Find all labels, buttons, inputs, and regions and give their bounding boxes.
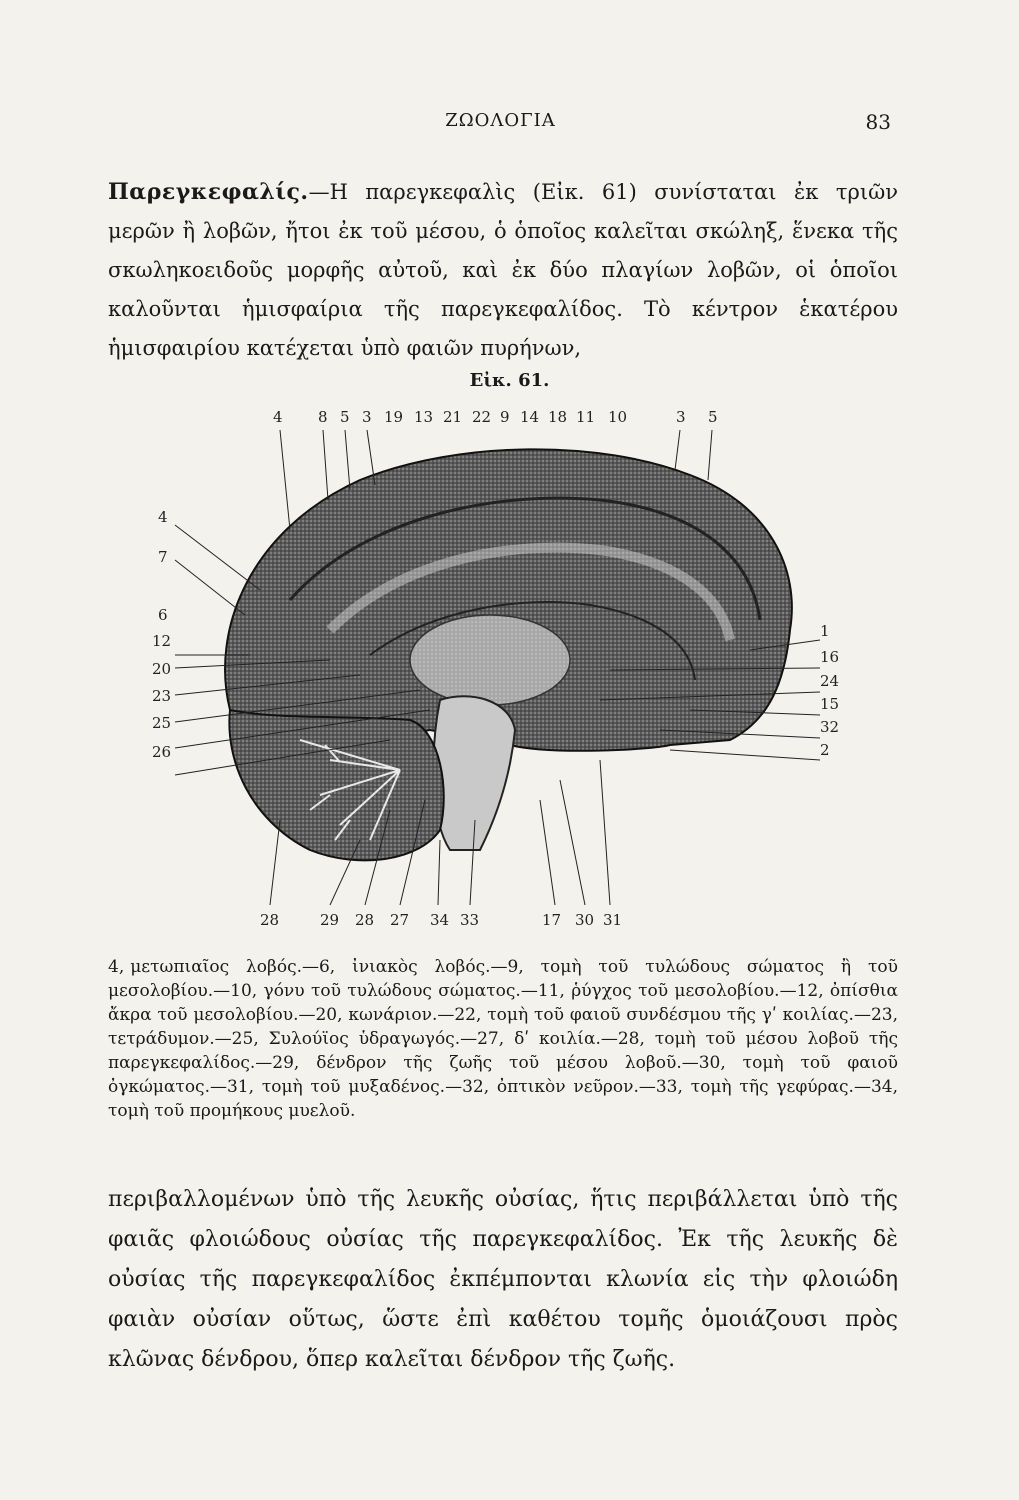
figure-label: 24: [820, 672, 840, 690]
figure-label: 6: [158, 606, 168, 624]
figure-label: 5: [340, 408, 350, 426]
figure-label: 3: [676, 408, 686, 426]
figure-label: 31: [603, 911, 623, 929]
figure-label: 32: [820, 718, 840, 736]
figure-label: 22: [472, 408, 492, 426]
top-labels: [273, 408, 718, 426]
paragraph-intro: [108, 173, 898, 368]
figure-label: 9: [500, 408, 510, 426]
figure-label: 3: [362, 408, 372, 426]
paragraph-continuation: περιβαλλομένων ὑπὸ τῆς λευκῆς οὐσίας, ἥτις περιβάλλεται ὑπὸ τῆς φαιᾶς φλοιώδους οὐσίας τῆς παρεγκεφαλίδος. Ἐκ τῆς λευκῆς δὲ οὐσίας τῆς παρεγκεφαλίδος ἐκπέμπονται κλωνία εἰς τὴν φλοιώδη φαιὰν οὐσίαν οὕτως, ὥστε ἐπὶ καθέτου τομῆς ὁμοιάζουσι πρὸς κλῶνας δένδρου, ὅπερ καλεῖται δένδρον τῆς ζωῆς.: [108, 1187, 898, 1372]
figure-label: 20: [152, 660, 172, 678]
figure-label: 11: [576, 408, 596, 426]
figure-label: 5: [708, 408, 718, 426]
figure-label: 34: [430, 911, 450, 929]
figure-label: 33: [460, 911, 480, 929]
figure-label: 8: [318, 408, 328, 426]
figure-label: 4: [158, 508, 168, 526]
figure-label: 28: [260, 911, 280, 929]
page-number: 83: [865, 110, 891, 134]
figure-label: 14: [520, 408, 540, 426]
figure-label: 25: [152, 714, 172, 732]
figure-label: 13: [414, 408, 434, 426]
left-labels: [152, 508, 171, 761]
figure-label: 28: [355, 911, 375, 929]
brain-illustration: [130, 400, 870, 940]
paragraph-text: —Η παρεγκεφαλὶς (Εἰκ. 61) συνίσταται ἐκ τριῶν μερῶν ἢ λοβῶν, ἤτοι ἐκ τοῦ μέσου, ὁ ὁποῖος καλεῖται σκώληξ, ἕνεκα τῆς σκωληκοειδοῦς μορφῆς αὐτοῦ, καὶ ἐκ δύο πλαγίων λοβῶν, οἱ ὁποῖοι καλοῦνται ἡμισφαίρια τῆς παρεγκεφαλίδος. Τὸ κέντρον ἑκατέρου ἡμισφαιρίου κατέχεται ὑπὸ φαιῶν πυρήνων,: [108, 180, 898, 360]
bottom-labels: [260, 911, 622, 929]
figure-label: 21: [443, 408, 463, 426]
page-header: [110, 110, 891, 140]
figure-label: 30: [575, 911, 595, 929]
figure-label: 16: [820, 648, 840, 666]
brain-figure: [130, 400, 870, 940]
figure-label: 29: [320, 911, 340, 929]
figure-label: 7: [158, 548, 168, 566]
thalamus-region: [410, 615, 570, 705]
figure-label: 17: [542, 911, 562, 929]
caption-text: μετωπιαῖος λοβός.—6, ἰνιακὸς λοβός.—9, τομὴ τοῦ τυλώδους σώματος ἢ τοῦ μεσολοβίου.—10, γόνυ τοῦ τυλώδους σώματος.—11, ῥύγχος τοῦ μεσολοβίου.—12, ὀπίσθια ἄκρα τοῦ μεσολοβίου.—20, κωνάριον.—22, τομὴ τοῦ φαιοῦ συνδέσμου τῆς γʹ κοιλίας.—23, τετράδυμον.—25, Συλούϊος ὑδραγωγός.—27, δʹ κοιλία.—28, τομὴ τοῦ μέσου λοβοῦ τῆς παρεγκεφαλίδος.—29, δένδρον τῆς ζωῆς τοῦ μέσου λοβοῦ.—30, τομὴ τοῦ φαιοῦ ὀγκώματος.—31, τομὴ τοῦ μυξαδένος.—32, ὀπτικὸν νεῦρον.—33, τομὴ τῆς γεφύρας.—34, τομὴ τοῦ προμήκους μυελοῦ.: [108, 957, 898, 1121]
figure-label: 23: [152, 687, 172, 705]
figure-title: Εἰκ. 61.: [469, 370, 550, 391]
section-heading: Παρεγκεφαλίς.: [108, 179, 309, 205]
figure-label: 1: [820, 622, 830, 640]
figure-label: 15: [820, 695, 840, 713]
figure-caption: [108, 955, 898, 1123]
figure-label: 27: [390, 911, 410, 929]
figure-label: 4: [273, 408, 283, 426]
figure-label: 2: [820, 741, 830, 759]
caption-lead: 4,: [108, 957, 125, 977]
figure-label: 12: [152, 632, 172, 650]
figure-label: 19: [384, 408, 404, 426]
figure-label: 26: [152, 743, 172, 761]
right-labels: [820, 622, 839, 759]
running-title: ΖΩΟΛΟΓΙΑ: [445, 110, 556, 131]
figure-label: 10: [608, 408, 628, 426]
figure-label: 18: [548, 408, 568, 426]
